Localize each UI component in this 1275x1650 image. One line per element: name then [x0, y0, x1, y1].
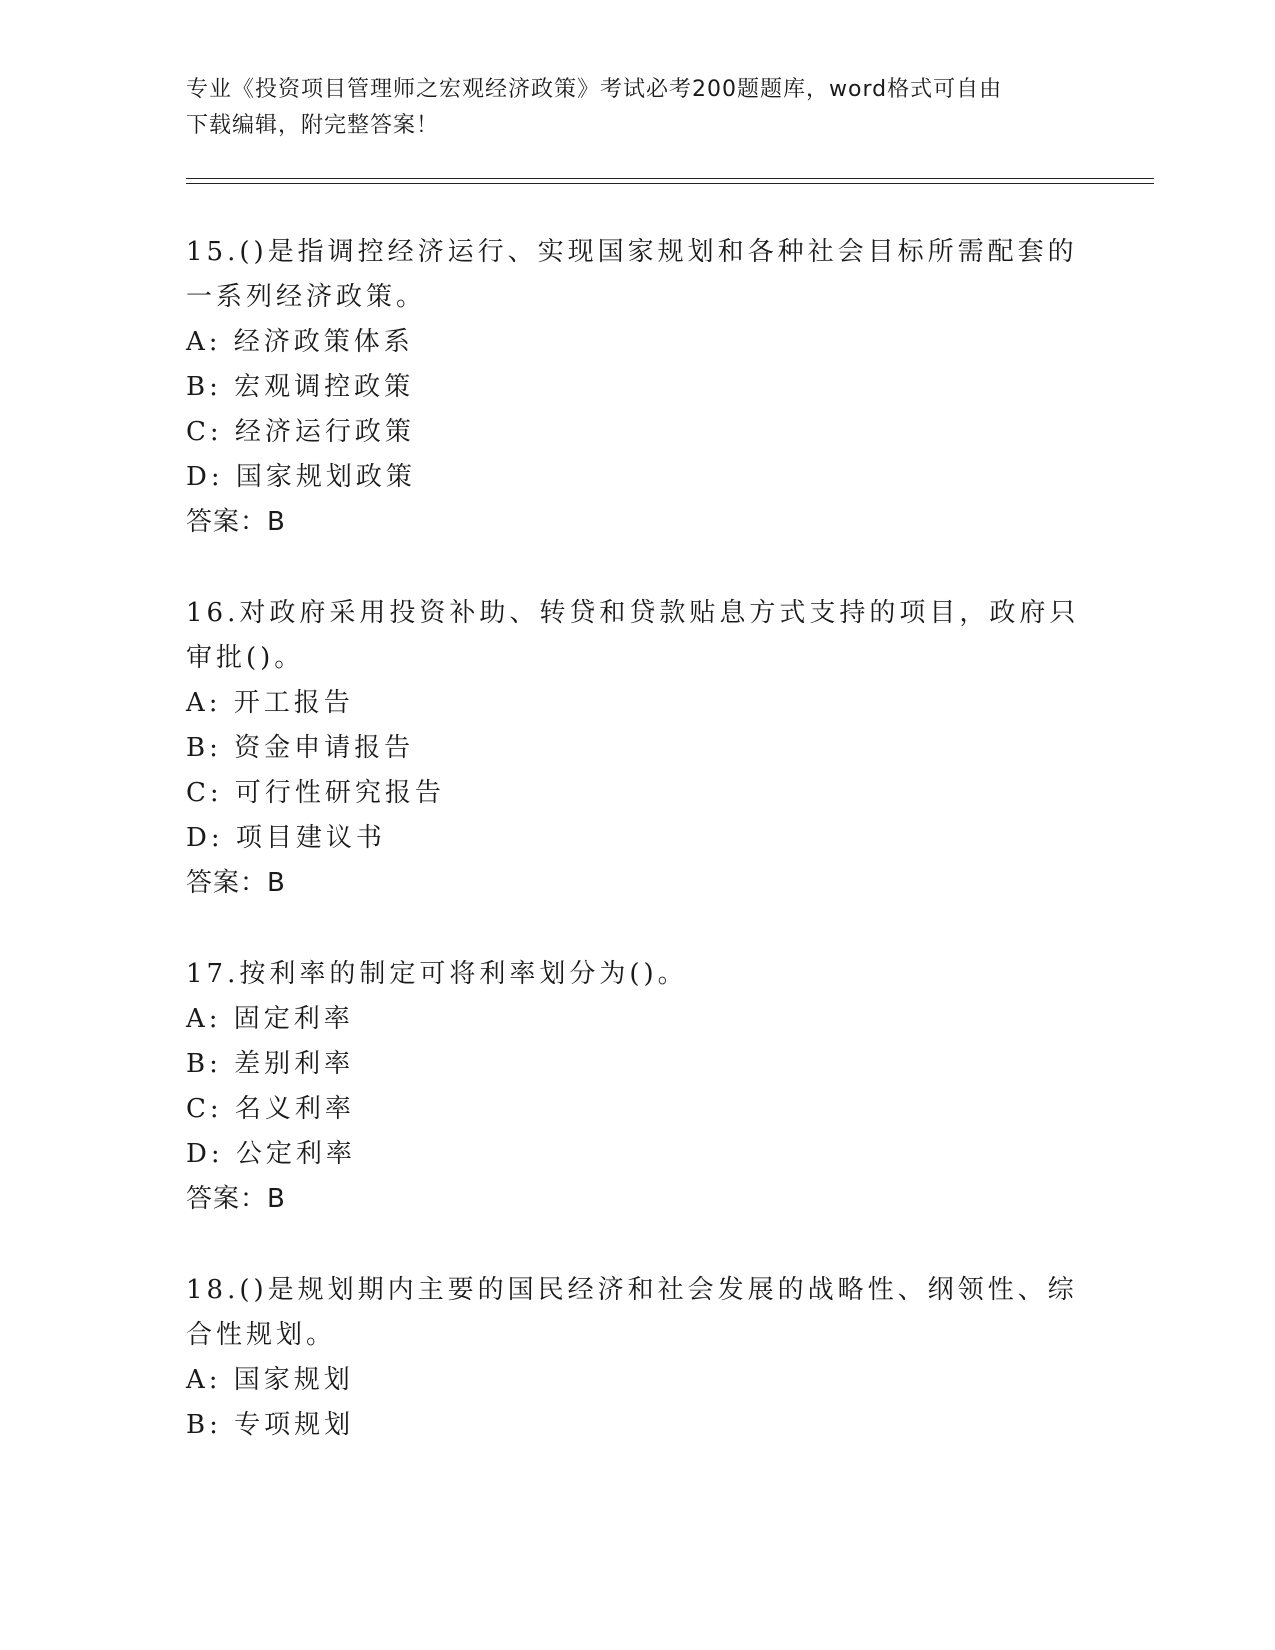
- question-17: [186, 952, 1086, 1222]
- question-stem: 17.按利率的制定可将利率划分为()。: [186, 959, 688, 989]
- option-a: A: 开工报告: [186, 688, 354, 718]
- option-b: B: 专项规划: [186, 1410, 355, 1440]
- option-b: B: 资金申请报告: [186, 733, 415, 763]
- answer-line: 答案：B: [186, 1184, 286, 1214]
- option-a: A: 固定利率: [186, 1004, 354, 1034]
- option-a: A: 国家规划: [186, 1365, 354, 1395]
- option-d: D: 国家规划政策: [186, 462, 416, 492]
- question-stem: 18.()是规划期内主要的国民经济和社会发展的战略性、纲领性、综合性规划。: [186, 1275, 1078, 1350]
- question-18: [186, 1268, 1086, 1448]
- option-b: B: 差别利率: [186, 1049, 355, 1079]
- question-16: [186, 591, 1086, 906]
- header-divider-top: [186, 178, 1154, 179]
- option-c: C: 名义利率: [186, 1094, 355, 1124]
- question-stem: 16.对政府采用投资补助、转贷和贷款贴息方式支持的项目，政府只审批()。: [186, 598, 1080, 673]
- question-stem: 15.()是指调控经济运行、实现国家规划和各种社会目标所需配套的一系列经济政策。: [186, 237, 1078, 312]
- question-15: [186, 230, 1086, 545]
- answer-line: 答案：B: [186, 868, 286, 898]
- option-d: D: 公定利率: [186, 1139, 356, 1169]
- document-header: [186, 72, 1086, 144]
- answer-line: 答案：B: [186, 507, 286, 537]
- option-a: A: 经济政策体系: [186, 327, 414, 357]
- option-c: C: 经济运行政策: [186, 417, 415, 447]
- header-line-2: 下载编辑，附完整答案！: [186, 113, 440, 138]
- option-b: B: 宏观调控政策: [186, 372, 415, 402]
- option-c: C: 可行性研究报告: [186, 778, 445, 808]
- header-line-1: 专业《投资项目管理师之宏观经济政策》考试必考200题题库，word格式可自由: [186, 77, 1003, 102]
- option-d: D: 项目建议书: [186, 823, 386, 853]
- header-divider-bottom: [186, 183, 1154, 184]
- question-list: [186, 230, 1086, 1494]
